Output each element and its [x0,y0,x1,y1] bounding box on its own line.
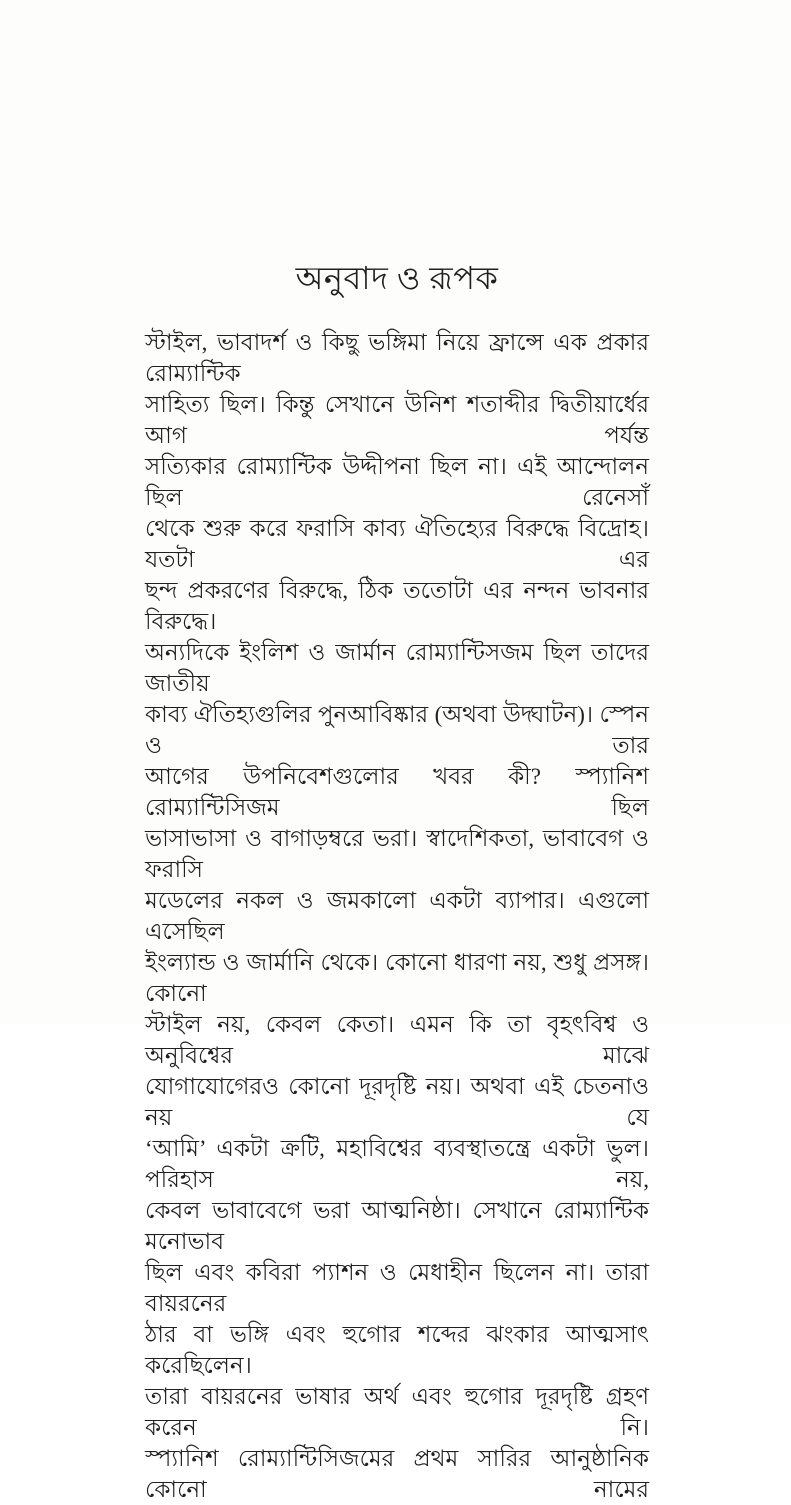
text-line: ভাসাভাসা ও বাগাড়ম্বরে ভরা। স্বাদেশিকতা, ভাবাবেগ ও ফরাসি [145,826,649,882]
text-line: তারা বায়রনের ভাষার অর্থ এবং হুগোর দূরদৃষ্টি গ্রহণ করেন নি। [145,1384,649,1440]
text-line: স্টাইল, ভাবাদর্শ ও কিছু ভঙ্গিমা নিয়ে ফ্রান্সে এক প্রকার রোম্যান্টিক [145,330,649,386]
text-line: আগের উপনিবেশগুলোর খবর কী? স্প্যানিশ রোম্যান্টিসিজম ছিল [145,764,649,820]
text-line: ইংল্যান্ড ও জার্মানি থেকে। কোনো ধারণা নয়, শুধু প্রসঙ্গ। কোনো [145,950,649,1006]
text-line: কাব্য ঐতিহ্যগুলির পুনআবিষ্কার (অথবা উদ্ঘাটন)। স্পেন ও তার [145,702,649,758]
text-line: কেবল ভাবাবেগে ভরা আত্মনিষ্ঠা। সেখানে রোম্যান্টিক মনোভাব [145,1198,649,1254]
chapter-title: অনুবাদ ও রূপক [295,260,499,296]
body-paragraph [145,327,649,1505]
text-line: যোগাযোগেরও কোনো দূরদৃষ্টি নয়। অথবা এই চেতনাও নয় যে [145,1074,649,1130]
text-line: ছন্দ প্রকরণের বিরুদ্ধে, ঠিক ততোটা এর নন্দন ভাবনার বিরুদ্ধে। [145,578,649,634]
text-line: থেকে শুরু করে ফরাসি কাব্য ঐতিহ্যের বিরুদ্ধে বিদ্রোহ। যতটা এর [145,516,649,572]
text-line: সত্যিকার রোম্যান্টিক উদ্দীপনা ছিল না। এই আন্দোলন ছিল রেনেসাঁ [145,454,649,510]
text-line: স্প্যানিশ রোম্যান্টিসিজমের প্রথম সারির আনুষ্ঠানিক কোনো নামের [145,1446,649,1502]
text-line: ঠার বা ভঙ্গি এবং হুগোর শব্দের ঝংকার আত্মসাৎ করেছিলেন। [145,1322,649,1378]
text-line: স্টাইল নয়, কেবল কেতা। এমন কি তা বৃহৎবিশ্ব ও অনুবিশ্বের মাঝে [145,1012,649,1068]
text-line: সাহিত্য ছিল। কিন্তু সেখানে উনিশ শতাব্দীর দ্বিতীয়ার্ধের আগ পর্যন্ত [145,392,649,448]
text-line: অন্যদিকে ইংলিশ ও জার্মান রোম্যান্টিসজম ছিল তাদের জাতীয় [145,640,649,696]
text-line: ছিল এবং কবিরা প্যাশন ও মেধাহীন ছিলেন না। তারা বায়রনের [145,1260,649,1316]
text-line: ‘আমি’ একটা ক্রটি, মহাবিশ্বের ব্যবস্থাতন্ত্রে একটা ভুল। পরিহাস নয়, [145,1136,649,1192]
text-line: মডেলের নকল ও জমকালো একটা ব্যাপার। এগুলো এসেছিল [145,888,649,944]
